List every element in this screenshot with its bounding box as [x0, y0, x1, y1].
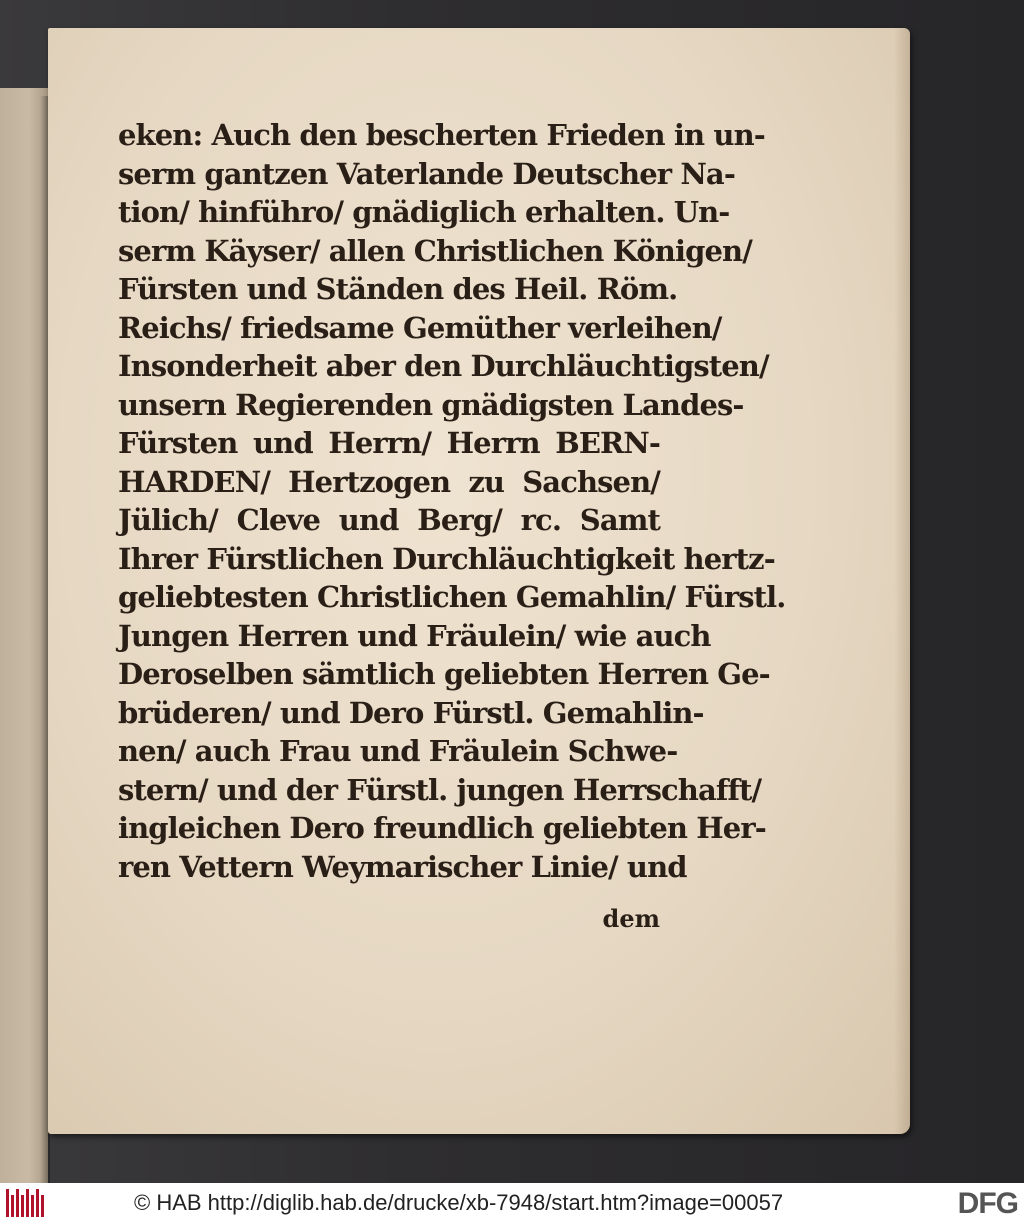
text-line: Fürsten und Ständen des Heil. Röm.: [118, 272, 678, 306]
catchword: dem: [602, 904, 660, 933]
text-line: nen/ auch Frau und Fräulein Schwe-: [118, 734, 678, 768]
text-line: Reichs/ friedsame Gemüther verleihen/: [118, 310, 722, 345]
text-line: geliebtesten Christlichen Gemahlin/ Fürstl.: [118, 580, 786, 614]
text-line: eken: Auch den bescherten Frieden in un-: [118, 118, 765, 152]
hab-logo: [6, 1189, 46, 1217]
text-line: Insonderheit aber den Durchläuchtigsten/: [118, 349, 769, 383]
text-line: Jungen Herren und Fräulein/ wie auch: [118, 618, 711, 653]
footer-bar: [0, 1183, 1024, 1223]
page-text-block: [118, 116, 786, 886]
text-line: Ihrer Fürstlichen Durchläuchtigkeit hertz-: [118, 541, 775, 576]
text-line: Deroselben sämtlich geliebten Herren Ge-: [118, 657, 770, 691]
text-line: ingleichen Dero freundlich geliebten Her-: [118, 811, 766, 845]
text-line: stern/ und der Fürstl. jungen Herrschafft/: [118, 772, 762, 807]
text-line: Jülich/ Cleve und Berg/ rc. Samt: [118, 503, 660, 537]
text-line: brüderen/ und Dero Fürstl. Gemahlin-: [118, 695, 704, 730]
dfg-logo: DFG: [957, 1187, 1018, 1220]
text-line: tion/ hinführo/ gnädiglich erhalten. Un-: [118, 195, 730, 229]
text-line: Fürsten und Herrn/ Herrn BERN-: [118, 426, 660, 460]
text-line: serm Käyser/ allen Christlichen Königen/: [118, 233, 752, 268]
text-line: serm gantzen Vaterlande Deutscher Na-: [118, 156, 735, 191]
copyright-url: © HAB http://diglib.hab.de/drucke/xb-7948/start.htm?image=00057: [134, 1190, 784, 1215]
text-line: ren Vettern Weymarischer Linie/ und: [118, 849, 687, 884]
text-line: HARDEN/ Hertzogen zu Sachsen/: [118, 464, 660, 499]
text-line: unsern Regierenden gnädigsten Landes-: [118, 387, 744, 422]
